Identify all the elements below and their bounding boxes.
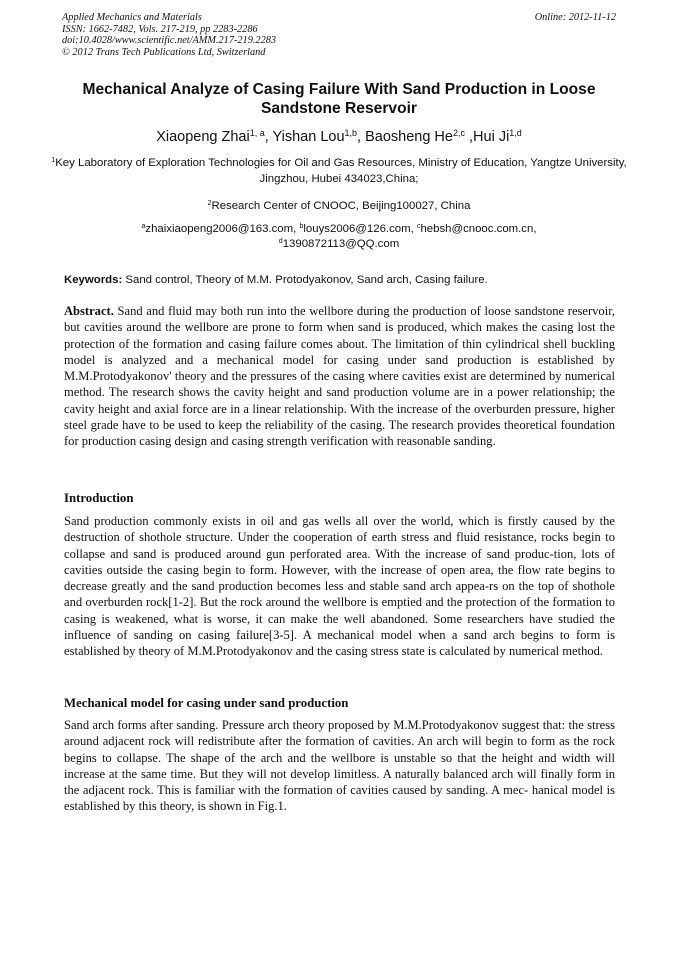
- affiliation-text: Research Center of CNOOC, Beijing100027, China: [211, 200, 471, 212]
- email-address[interactable]: 1390872113@QQ.com: [282, 237, 400, 250]
- email-separator: ,: [410, 223, 417, 235]
- doi-line[interactable]: doi:10.4028/www.scientific.net/AMM.217-219.2283: [62, 35, 277, 47]
- author-separator: ,: [264, 129, 273, 145]
- author-affiliation-mark: 1,b: [344, 128, 358, 139]
- email-separator: ,: [533, 223, 537, 235]
- email-address[interactable]: hebsh@cnooc.com.cn: [420, 223, 534, 235]
- affiliation-mark: 2: [207, 200, 212, 208]
- author-name: Yishan Lou: [272, 129, 345, 145]
- email-mark: b: [299, 223, 304, 231]
- section-heading-introduction: Introduction: [64, 491, 134, 505]
- online-date: Online: 2012-11-12: [534, 12, 616, 23]
- author-affiliation-mark: 1, a: [249, 128, 265, 139]
- author-name: Baosheng He: [365, 129, 453, 145]
- keywords-label: Keywords:: [64, 274, 123, 286]
- paper-title: Mechanical Analyze of Casing Failure With Sand Production in Loose Sandstone Reservoir: [82, 81, 596, 117]
- affiliation-2: [40, 199, 638, 215]
- email-mark: a: [141, 223, 146, 231]
- abstract-label: Abstract.: [64, 304, 114, 318]
- email-mark: d: [278, 237, 283, 245]
- mechanical-model-paragraph: Sand arch forms after sanding. Pressure arch theory proposed by M.M.Protodyakonov suggest that: the stress around adjacent rock will redistribute after the formation of cavities. An arch will begin to form as the rock begins to collapse. The shape of the arch and the wellbore is unstable so that the height and width will increase at the same time. But they will not develop limitless. A naturally balanced arch will finally form in the adjacent rock. This is familiar with the formation of cavities caused by sanding. A mec- hanical model is established by this theory, is shown in Fig.1.: [64, 718, 615, 814]
- author-separator: ,: [464, 129, 474, 145]
- keywords-text: Sand control, Theory of M.M. Protodyakonov, Sand arch, Casing failure.: [125, 274, 488, 286]
- email-address[interactable]: zhaixiaopeng2006@163.com: [145, 223, 294, 235]
- author-affiliation-mark: 1,d: [509, 128, 522, 139]
- affiliation-text: Key Laboratory of Exploration Technologies for Oil and Gas Resources, Ministry of Education, Yangtze University, Jingzhou, Hubei 434023,China;: [55, 157, 627, 185]
- author-separator: ,: [357, 129, 366, 145]
- abstract-text: Sand and fluid may both run into the wellbore during the production of loose sandstone reservoir, but cavities around the wellbore are prone to form when sand is produced, which makes the casing lost the protection of the formation and casing failure comes about. The limitation of thin cylindrical shell buckling model is analyzed and a mechanical model for casing under sand production is established by M.M.Protodyakonov' theory and the pressures of the casing where cavities exist are determined by numerical method. The research shows the cavity height and sand production volume are in a power relationship; the cavity height and axial force are in a linear relationship. With the increase of the overburden pressure, higher steel grade have to be used to keep the reliability of the casing. The research provides theoretical foundation for production casing design and casing strength verification with reasonable sanding.: [64, 304, 616, 449]
- keywords: [64, 273, 624, 287]
- copyright-line: © 2012 Trans Tech Publications Ltd, Switzerland: [62, 46, 266, 58]
- email-list: [40, 222, 638, 251]
- issn-line: ISSN: 1662-7482, Vols. 217-219, pp 2283-2286: [62, 23, 258, 35]
- email-address[interactable]: louys2006@126.com: [303, 223, 411, 235]
- author-name: Hui Ji: [473, 129, 510, 145]
- publication-header: [62, 12, 616, 58]
- author-name: Xiaopeng Zhai: [156, 129, 250, 145]
- section-heading-mechanical-model: Mechanical model for casing under sand production: [64, 696, 349, 710]
- affiliation-mark: 1: [51, 157, 56, 165]
- abstract: [64, 303, 615, 450]
- journal-name: Applied Mechanics and Materials: [62, 12, 202, 23]
- author-list: [40, 128, 638, 146]
- introduction-paragraph: Sand production commonly exists in oil and gas wells all over the world, which is firstly caused by the destruction of shothole structure. Under the cooperation of earth stress and fluid resistance, rocks begin to collapse and sand is produced around gun perforated area. With the increase of sand produc-tion, lots of cavities outside the casing begin to form. However, with the increase of open area, the flow rate begins to decrease greatly and the sand production becomes less and stable sand arch appea-rs on the top of shothole and overburden rock[1-2]. But the rock around the wellbore is emptied and the protection of the formation to casing is weakened, what is worse, it can make the well abandoned. Some researchers have studied the influence of sanding on casing failure[3-5]. A mechanical model when a sand arch begins to form is established by theory of M.M.Protodyakonov and the casing stress state is calculated by numerical method.: [64, 514, 615, 659]
- email-separator: ,: [293, 223, 300, 235]
- email-mark: c: [416, 223, 421, 231]
- affiliation-1: [40, 156, 638, 187]
- author-affiliation-mark: 2,c: [452, 128, 465, 139]
